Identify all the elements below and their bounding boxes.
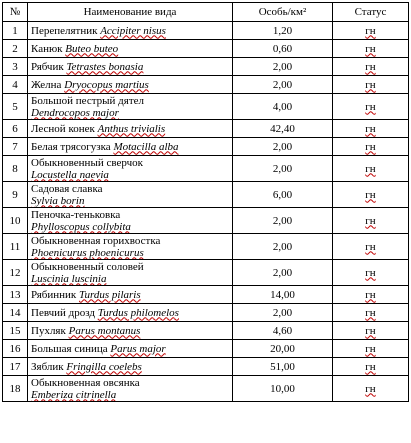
- species-latin-name: Buteo buteo: [65, 42, 119, 55]
- species-latin-name: Sylvia borin: [31, 194, 85, 207]
- table-row: [3, 156, 409, 182]
- species-latin-name: Parus montanus: [68, 324, 141, 337]
- species-name-cell: [28, 234, 233, 260]
- table-row: [3, 304, 409, 322]
- table-row: [3, 58, 409, 76]
- header-name: Наименование вида: [28, 3, 233, 22]
- status-value: гн: [365, 240, 376, 253]
- status-cell: [333, 138, 409, 156]
- density-value: 14,00: [233, 286, 333, 304]
- row-number: 3: [3, 58, 28, 76]
- status-cell: [333, 156, 409, 182]
- row-number: 1: [3, 22, 28, 40]
- status-value: гн: [365, 342, 376, 355]
- species-name-cell: [28, 40, 233, 58]
- species-russian-name: Обыкновенная овсянка: [31, 376, 140, 389]
- species-name-cell: [28, 182, 233, 208]
- table-row: [3, 234, 409, 260]
- status-value: гн: [365, 360, 376, 373]
- species-name-cell: [28, 260, 233, 286]
- species-latin-name: Parus major: [110, 342, 166, 355]
- species-latin-name: Anthus trivialis: [97, 122, 166, 135]
- density-value: 2,00: [233, 156, 333, 182]
- species-latin-name: Fringilla coelebs: [66, 360, 142, 373]
- status-cell: [333, 182, 409, 208]
- status-value: гн: [365, 306, 376, 319]
- species-name-cell: [28, 22, 233, 40]
- density-value: 2,00: [233, 234, 333, 260]
- density-value: 2,00: [233, 260, 333, 286]
- density-value: 10,00: [233, 376, 333, 402]
- status-value: гн: [365, 266, 376, 279]
- status-value: гн: [365, 162, 376, 175]
- row-number: 4: [3, 76, 28, 94]
- species-latin-name: Turdus pilaris: [79, 288, 141, 301]
- density-value: 2,00: [233, 76, 333, 94]
- species-russian-name: Обыкновенная горихвостка: [31, 234, 161, 247]
- density-value: 20,00: [233, 340, 333, 358]
- species-name-cell: [28, 58, 233, 76]
- density-value: 4,60: [233, 322, 333, 340]
- status-value: гн: [365, 100, 376, 113]
- species-russian-name: Канюк: [31, 42, 63, 55]
- density-value: 4,00: [233, 94, 333, 120]
- density-value: 2,00: [233, 58, 333, 76]
- status-cell: [333, 286, 409, 304]
- status-cell: [333, 76, 409, 94]
- species-latin-name: Locustella naevia: [31, 168, 109, 181]
- species-name-cell: [28, 358, 233, 376]
- status-value: гн: [365, 24, 376, 37]
- species-russian-name: Певчий дрозд: [31, 306, 95, 319]
- species-russian-name: Большая синица: [31, 342, 108, 355]
- species-russian-name: Пухляк: [31, 324, 66, 337]
- species-russian-name: Обыкновенный сверчок: [31, 156, 143, 169]
- species-table: [2, 2, 409, 402]
- status-cell: [333, 322, 409, 340]
- status-cell: [333, 376, 409, 402]
- row-number: 12: [3, 260, 28, 286]
- table-row: [3, 22, 409, 40]
- table-row: [3, 182, 409, 208]
- species-name-cell: [28, 322, 233, 340]
- density-value: 0,60: [233, 40, 333, 58]
- species-latin-name: Dryocopus martius: [64, 78, 149, 91]
- density-value: 2,00: [233, 138, 333, 156]
- species-name-cell: [28, 304, 233, 322]
- status-cell: [333, 234, 409, 260]
- table-row: [3, 94, 409, 120]
- species-russian-name: Зяблик: [31, 360, 64, 373]
- table-row: [3, 208, 409, 234]
- species-name-cell: [28, 376, 233, 402]
- species-name-cell: [28, 156, 233, 182]
- status-value: гн: [365, 60, 376, 73]
- status-cell: [333, 22, 409, 40]
- status-cell: [333, 94, 409, 120]
- status-value: гн: [365, 122, 376, 135]
- species-russian-name: Перепелятник: [31, 24, 98, 37]
- status-value: гн: [365, 188, 376, 201]
- density-value: 51,00: [233, 358, 333, 376]
- status-value: гн: [365, 324, 376, 337]
- species-latin-name: Turdus philomelos: [97, 306, 179, 319]
- row-number: 11: [3, 234, 28, 260]
- species-russian-name: Белая трясогузка: [31, 140, 111, 153]
- species-name-cell: [28, 286, 233, 304]
- row-number: 8: [3, 156, 28, 182]
- density-value: 42,40: [233, 120, 333, 138]
- table-row: [3, 40, 409, 58]
- species-latin-name: Emberiza citrinella: [31, 388, 117, 401]
- table-row: [3, 322, 409, 340]
- species-latin-name: Luscinia luscinia: [31, 272, 107, 285]
- status-cell: [333, 40, 409, 58]
- row-number: 2: [3, 40, 28, 58]
- density-value: 6,00: [233, 182, 333, 208]
- status-value: гн: [365, 214, 376, 227]
- row-number: 17: [3, 358, 28, 376]
- status-cell: [333, 358, 409, 376]
- density-value: 2,00: [233, 304, 333, 322]
- species-latin-name: Dendrocopos major: [31, 106, 119, 119]
- row-number: 15: [3, 322, 28, 340]
- table-row: [3, 358, 409, 376]
- status-cell: [333, 58, 409, 76]
- status-cell: [333, 260, 409, 286]
- species-russian-name: Пеночка-теньковка: [31, 208, 121, 221]
- species-latin-name: Phylloscopus collybita: [31, 220, 131, 233]
- row-number: 9: [3, 182, 28, 208]
- species-name-cell: [28, 94, 233, 120]
- density-value: 2,00: [233, 208, 333, 234]
- header-row: [3, 3, 409, 22]
- table-body: [3, 22, 409, 402]
- header-status: Статус: [333, 3, 409, 22]
- header-num: №: [3, 3, 28, 22]
- table-row: [3, 286, 409, 304]
- species-russian-name: Рябчик: [31, 60, 64, 73]
- row-number: 18: [3, 376, 28, 402]
- species-latin-name: Accipiter nisus: [100, 24, 166, 37]
- species-name-cell: [28, 138, 233, 156]
- table-row: [3, 376, 409, 402]
- species-latin-name: Phoenicurus phoenicurus: [31, 246, 144, 259]
- species-russian-name: Большой пестрый дятел: [31, 94, 145, 107]
- status-cell: [333, 208, 409, 234]
- species-latin-name: Tetrastes bonasia: [66, 60, 144, 73]
- row-number: 5: [3, 94, 28, 120]
- table-row: [3, 138, 409, 156]
- species-russian-name: Садовая славка: [31, 182, 103, 195]
- density-value: 1,20: [233, 22, 333, 40]
- species-russian-name: Лесной конек: [31, 122, 95, 135]
- status-value: гн: [365, 382, 376, 395]
- species-russian-name: Рябинник: [31, 288, 77, 301]
- row-number: 7: [3, 138, 28, 156]
- status-cell: [333, 120, 409, 138]
- species-russian-name: Обыкновенный соловей: [31, 260, 144, 273]
- status-value: гн: [365, 288, 376, 301]
- row-number: 14: [3, 304, 28, 322]
- status-cell: [333, 304, 409, 322]
- table-row: [3, 260, 409, 286]
- table-row: [3, 120, 409, 138]
- species-name-cell: [28, 76, 233, 94]
- table-row: [3, 340, 409, 358]
- species-name-cell: [28, 120, 233, 138]
- row-number: 16: [3, 340, 28, 358]
- status-cell: [333, 340, 409, 358]
- table-row: [3, 76, 409, 94]
- status-value: гн: [365, 140, 376, 153]
- header-density: Особь/км²: [233, 3, 333, 22]
- species-name-cell: [28, 340, 233, 358]
- row-number: 10: [3, 208, 28, 234]
- row-number: 6: [3, 120, 28, 138]
- row-number: 13: [3, 286, 28, 304]
- species-russian-name: Желна: [31, 78, 62, 91]
- status-value: гн: [365, 42, 376, 55]
- species-name-cell: [28, 208, 233, 234]
- status-value: гн: [365, 78, 376, 91]
- species-latin-name: Motacilla alba: [113, 140, 179, 153]
